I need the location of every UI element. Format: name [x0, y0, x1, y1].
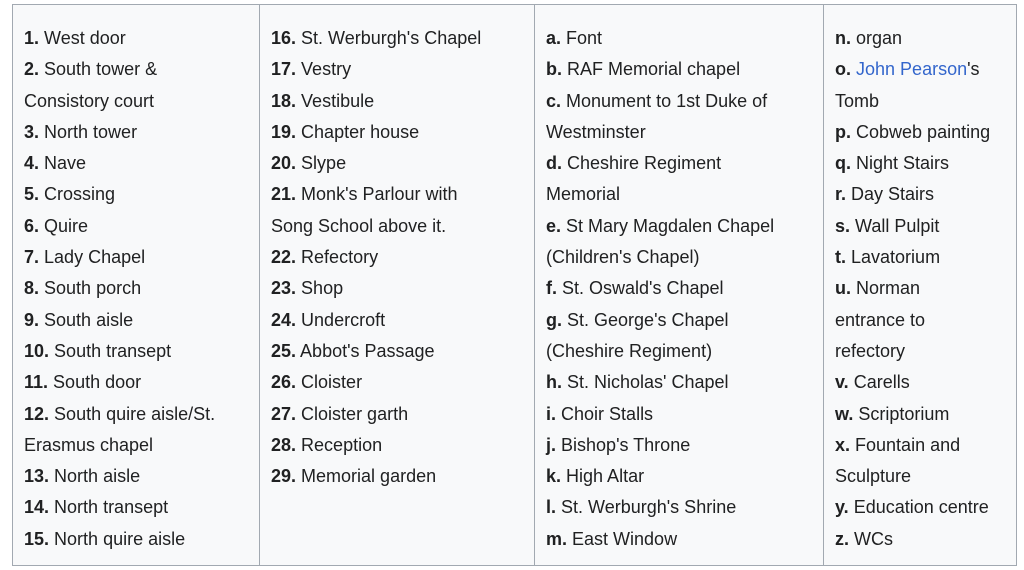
legend-text: Crossing: [44, 184, 116, 205]
legend-key: q.: [835, 153, 851, 174]
legend-line: [546, 179, 813, 210]
legend-text: Erasmus chapel: [24, 434, 154, 455]
legend-line: [24, 86, 249, 117]
legend-column-numbers-2: [260, 5, 535, 565]
legend-line: [546, 273, 813, 304]
legend-key: 17.: [271, 59, 297, 80]
legend-line: [24, 461, 249, 492]
legend-key: v.: [835, 372, 849, 393]
legend-text: Nave: [44, 153, 87, 174]
legend-line: [835, 367, 1006, 398]
legend-key: s.: [835, 215, 851, 236]
legend-text: Carells: [853, 372, 910, 393]
legend-line: [835, 305, 1006, 336]
legend-text: Monument to 1st Duke of: [566, 90, 768, 111]
legend-link[interactable]: John Pearson: [856, 59, 968, 80]
legend-text: entrance to: [835, 309, 926, 330]
legend-text: Fountain and: [855, 434, 961, 455]
legend-key: n.: [835, 28, 851, 48]
legend-key: 22.: [271, 247, 297, 268]
legend-line: [271, 367, 524, 398]
legend-text: St Mary Magdalen Chapel: [566, 215, 775, 236]
legend-line: [546, 399, 813, 430]
legend-text: Chapter house: [301, 121, 420, 142]
legend-text: St. George's Chapel: [567, 309, 729, 330]
legend-text: St. Oswald's Chapel: [562, 278, 724, 299]
legend-key: a.: [546, 28, 562, 48]
legend-key: 29.: [271, 466, 297, 487]
legend-key: 23.: [271, 278, 297, 299]
legend-line: [835, 461, 1006, 492]
legend-line: [24, 148, 249, 179]
legend-key: f.: [546, 278, 557, 299]
legend-line: [24, 242, 249, 273]
legend-line: [24, 367, 249, 398]
legend-line: [271, 179, 524, 210]
legend-line: [835, 273, 1006, 304]
legend-text: St. Werburgh's Chapel: [301, 28, 482, 48]
legend-key: w.: [835, 403, 854, 424]
legend-text: Font: [566, 28, 603, 48]
legend-text: (Cheshire Regiment): [546, 340, 713, 361]
legend-key: 27.: [271, 403, 297, 424]
legend-text: North tower: [44, 121, 138, 142]
legend-line: [24, 305, 249, 336]
legend-text: Memorial garden: [301, 466, 437, 487]
legend-line: [24, 211, 249, 242]
legend-key: 28.: [271, 434, 297, 455]
legend-text: Westminster: [546, 121, 646, 142]
legend-text: organ: [856, 28, 903, 48]
legend-key: 8.: [24, 278, 40, 299]
legend-key: d.: [546, 153, 562, 174]
legend-text: Vestibule: [301, 90, 375, 111]
legend-line: [835, 179, 1006, 210]
legend-column-letters-2: [824, 5, 1016, 565]
legend-key: e.: [546, 215, 562, 236]
legend-key: 2.: [24, 59, 40, 80]
legend-text: Vestry: [301, 59, 352, 80]
legend-line: [24, 117, 249, 148]
legend-line: [546, 23, 813, 54]
legend-key: 11.: [24, 372, 49, 393]
legend-text: Sculpture: [835, 466, 912, 487]
legend-line: [835, 86, 1006, 117]
legend-key: 18.: [271, 90, 297, 111]
legend-column-letters-1: [535, 5, 824, 565]
legend-text: Lady Chapel: [44, 247, 146, 268]
legend-text: Cloister garth: [301, 403, 409, 424]
legend-text: (Children's Chapel): [546, 247, 700, 268]
legend-text: Cobweb painting: [856, 121, 991, 142]
legend-text: Day Stairs: [851, 184, 935, 205]
legend-text: Choir Stalls: [561, 403, 654, 424]
legend-line: [546, 367, 813, 398]
legend-text: Refectory: [301, 247, 379, 268]
legend-key: 13.: [24, 466, 50, 487]
legend-line: [24, 179, 249, 210]
legend-line: [835, 117, 1006, 148]
legend-line: [271, 54, 524, 85]
legend-text: St. Werburgh's Shrine: [561, 497, 737, 518]
legend-text: Bishop's Throne: [561, 434, 691, 455]
legend-line: [271, 336, 524, 367]
legend-text: South door: [53, 372, 142, 393]
legend-line: [271, 430, 524, 461]
legend-key: 19.: [271, 121, 297, 142]
legend-text: South porch: [44, 278, 142, 299]
legend-key: u.: [835, 278, 851, 299]
legend-key: 21.: [271, 184, 297, 205]
legend-key: g.: [546, 309, 562, 330]
legend-text: Monk's Parlour with: [301, 184, 458, 205]
legend-line: [546, 461, 813, 492]
legend-key: 14.: [24, 497, 50, 518]
legend-text: Slype: [301, 153, 347, 174]
legend-text: Undercroft: [301, 309, 386, 330]
legend-text: North transept: [54, 497, 169, 518]
legend-line: [835, 492, 1006, 523]
legend-key: 5.: [24, 184, 40, 205]
legend-text: South transept: [54, 340, 172, 361]
legend-key: c.: [546, 90, 562, 111]
legend-text: Memorial: [546, 184, 621, 205]
legend-line: [546, 211, 813, 242]
legend-line: [24, 23, 249, 54]
legend-line: [271, 242, 524, 273]
legend-key: h.: [546, 372, 562, 393]
legend-line: [546, 305, 813, 336]
legend-text: Cloister: [301, 372, 363, 393]
legend-text: North aisle: [54, 466, 141, 487]
legend-line: [546, 430, 813, 461]
legend-text: Scriptorium: [858, 403, 950, 424]
legend-line: [271, 148, 524, 179]
legend-text: Song School above it.: [271, 215, 447, 236]
legend-key: 24.: [271, 309, 297, 330]
legend-key: 6.: [24, 215, 40, 236]
legend-line: [24, 54, 249, 85]
legend-key: m.: [546, 528, 568, 549]
legend-text: Abbot's Passage: [300, 340, 435, 361]
legend-line: [271, 305, 524, 336]
legend-line: [546, 492, 813, 523]
legend-line: [546, 242, 813, 273]
legend-key: p.: [835, 121, 851, 142]
legend-line: [271, 273, 524, 304]
legend-line: [271, 86, 524, 117]
legend-text: RAF Memorial chapel: [567, 59, 741, 80]
legend-line: [271, 211, 524, 242]
legend-key: 26.: [271, 372, 297, 393]
legend-column-numbers-1: [13, 5, 260, 565]
legend-text: Norman: [856, 278, 921, 299]
legend-key: 20.: [271, 153, 297, 174]
legend-line: [835, 211, 1006, 242]
legend-text: South tower &: [44, 59, 158, 80]
legend-line: [24, 399, 249, 430]
legend-line: [271, 23, 524, 54]
legend-line: [24, 430, 249, 461]
legend-key: 7.: [24, 247, 40, 268]
legend-text: Education centre: [853, 497, 989, 518]
legend-text: South quire aisle/St.: [54, 403, 216, 424]
legend-line: [835, 399, 1006, 430]
legend-text: North quire aisle: [54, 528, 186, 549]
legend-text: Wall Pulpit: [855, 215, 940, 236]
legend-key: y.: [835, 497, 849, 518]
legend-line: [24, 336, 249, 367]
legend-line: [546, 336, 813, 367]
legend-key: z.: [835, 528, 850, 549]
legend-line: [546, 117, 813, 148]
legend-line: [835, 524, 1006, 555]
legend-key: x.: [835, 434, 851, 455]
legend-line: [835, 430, 1006, 461]
legend-text: St. Nicholas' Chapel: [567, 372, 729, 393]
legend-text: South aisle: [44, 309, 134, 330]
legend-key: k.: [546, 466, 562, 487]
legend-key: 16.: [271, 28, 297, 48]
legend-key: 3.: [24, 121, 40, 142]
legend-line: [546, 524, 813, 555]
legend-key: 12.: [24, 403, 50, 424]
legend-line: [271, 461, 524, 492]
legend-key: 10.: [24, 340, 50, 361]
legend-text: 's: [967, 59, 980, 80]
legend-text: Night Stairs: [856, 153, 950, 174]
legend-line: [835, 242, 1006, 273]
legend-text: Cheshire Regiment: [567, 153, 722, 174]
legend-text: Shop: [301, 278, 344, 299]
legend-text: Tomb: [835, 90, 880, 111]
legend-line: [835, 54, 1006, 85]
legend-text: Quire: [44, 215, 89, 236]
legend-key: 4.: [24, 153, 40, 174]
legend-key: 1.: [24, 28, 40, 48]
legend-key: r.: [835, 184, 847, 205]
legend-text: West door: [44, 28, 126, 48]
legend-line: [24, 524, 249, 555]
legend-line: [835, 336, 1006, 367]
legend-text: Lavatorium: [851, 247, 941, 268]
legend-line: [24, 492, 249, 523]
legend-key: 25.: [271, 340, 297, 361]
legend-key: 15.: [24, 528, 50, 549]
legend-line: [24, 273, 249, 304]
legend-line: [546, 54, 813, 85]
legend-text: High Altar: [566, 466, 645, 487]
legend-text: Reception: [301, 434, 383, 455]
legend-line: [835, 23, 1006, 54]
legend-key: o.: [835, 59, 851, 80]
legend-key: j.: [546, 434, 557, 455]
legend-text: East Window: [572, 528, 678, 549]
legend-line: [546, 148, 813, 179]
legend-key: 9.: [24, 309, 40, 330]
legend-key: l.: [546, 497, 557, 518]
legend-line: [835, 148, 1006, 179]
legend-key: b.: [546, 59, 562, 80]
legend-line: [271, 399, 524, 430]
legend-text: Consistory court: [24, 90, 155, 111]
legend-line: [271, 117, 524, 148]
legend-text: refectory: [835, 340, 906, 361]
legend-line: [546, 86, 813, 117]
legend-text: WCs: [854, 528, 894, 549]
legend-key: i.: [546, 403, 557, 424]
legend-key: t.: [835, 247, 846, 268]
legend-table: [12, 4, 1017, 566]
